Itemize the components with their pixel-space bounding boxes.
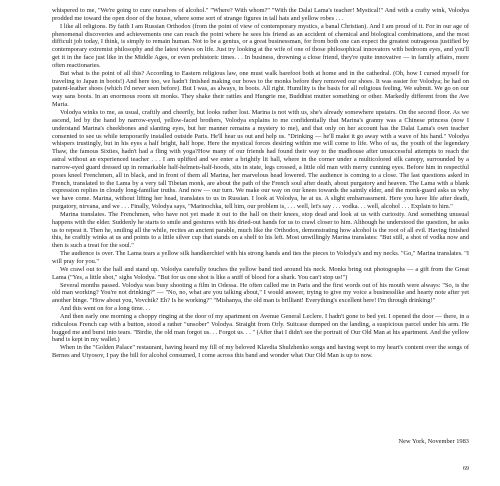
paragraph: We crawl out to the hall and stand up. Volodya carefully touches the yellow band tied around his neck. Monks bring out photographs — a gift from the Great Lama ("Yes, a little shot," sighs Volodya. "But for us one shot is like a sniff of blood for a shark. You can't stop us!")	[52, 265, 469, 281]
paragraph: I like all religions. By faith I am Russian Orthodox (from the point of view of contemporary mystics, a banal Christian). And I am proud of it. For in our age of phenomenal discoveries and achievements one can reach the point where he sees his friend as an accident of chemical and biological combinations, and the most difficult job today, I think, is simply to remain human. Not to be a genius, or a great businessman, for from both one can expect the greatest outrageous justified by contemporary extremist philosophy and the latest views on life. Just try looking at the wife of one of those philosophical innovators with bedroom eyes, and you'll get it in the face just like in the Middle Ages, or even prehistoric times. . . In business, drowning a close friend, they're quite innovative — in family affairs, more often reactionaries.	[52, 22, 469, 69]
body-text	[52, 7, 469, 360]
paragraph: Several months passed. Volodya was busy shooting a film in Odessa. He often called me in Paris and the first words out of his mouth were always: "So, is the old man working? You're not drinking?" — "No, no, what are you talking about," I would answer, trying to give my voice a businesslike and hearty note after yet another binge. "How about you, Vovchik? Eh? Is he working?" "Mishanya, the old man is brilliant! Everything's excellent here! I'm through drinking!"	[52, 281, 469, 305]
paragraph: whispered to me, "We're going to cure ourselves of alcohol." "Where? With whom?" "With the Dalai Lama's teacher! Mystical!" And with a crafty wink, Volodya prodded me toward the open door of the house, where some sort of strange figures in tall hats and yellow robes . . .	[52, 7, 469, 22]
paragraph: And this went on for a long time. . .	[60, 305, 151, 313]
paragraph: And then early one morning a choppy ringing at the door of my apartment on Avenue General Leclere. I hadn't gone to bed yet. I opened the door — there, in a ridiculous French cap with a button, stood a rather "unsober" Volodya. Straight from Orly. Suitcase dumped on the landing, a suspicious parcel under his arm. He hugged me and burst into tears. "Birdie, the old man forgot us. . . Forgot us. . . " (After that I didn't see the portrait of Our Old Man at his apartment. And the yellow band is kept in my wallet.)	[52, 312, 469, 344]
paragraph: When in the "Golden Palace" restaurant, having heard my fill of my beloved Klavdia Shulzhenko songs and having wept to my heart's content over the songs of Bernes and Utyosov, I pay the bill for alcohol consumed, I come across this band and wonder what Our Old Man is up to now.	[52, 344, 469, 360]
dateline: New York, November 1983	[398, 438, 469, 445]
paragraph: Volodya winks to me, as usual, craftily and cheerily, but looks rather lost. Marina is not with us, she's already somewhere upstairs. On the second floor. As we ascend, led by the hand by narrow-eyed, yellow-faced brothers, Volodya explains to me confidentially that Marina's granny was a Chinese princess (now I understand Marina's cheekbones and slanting eyes, but her manner remains a mystery to me), and that only on her account has the Dalai Lama's own teacher consented to see us while temporarily installed outside Paris. He'll hear us out and help us. "Drinking — he'll make it go away with a wave of his hand." Volodya whispers trustingly, but in his eyes a half bright, half hope. Here the mystical forces desiring within me will come to life. Who of us, the youth of the legendary Thaw, the famous Sixties, hadn't had a fling with yoga?How many of our friends had found their way to the madhouse after unsuccessful attempts to reach the astral without an experienced teacher . . . I am uplifted and we enter a brightly lit hall, where in the corner under a multicolored silk canopy, surrounded by a narrow-eyed guard dressed up in remarkable half-helmets-half-hoods, sits in state, legs crossed, a little old man with merry cunning eyes. Before him in respectful poses kneel Frenchmen, all in black, and in front of them all Marina, her marvelous head lowered. The audience is coming to a close. The last questions asked in French, translated to the Lama by a very tall Tibetan monk, are about the path of the French soul after death, about purgatory and heaven. The Lama with a blank expression replies in cloudy long-familiar truths. And now — our turn. We make our way on our knees towards the saintly elder, and the monk-guard asks us why we have come. Marina, without lifting her head, translates to us in Russian. I look at Volodya, he at us. A slight embarrassment. Here you have life after death, purgatory, nirvana, and we . . . Finally, Volodya says, "Marinochka, tell him, our problem is, . . . well, let's say . . . vodka. . . well, alcohol . . . Explain to him."	[52, 108, 469, 211]
paragraph: The audience is over. The Lama tears a yellow silk handkerchief with his strong hands and ties the pieces to Volodya's and my necks. "Go," Marina translates. "I will pray for you."	[52, 250, 469, 265]
page-number: 69	[462, 465, 469, 472]
paragraph: But what is the point of all this? According to Eastern religious law, one must walk barefoot both at home and in the cathedral. (Oh, how I cursed myself for traveling to Japan in boots!) And here too, we hadn't finished making our bows to the monks before they removed our shoes. It was easier for Volodya; he had on patent-leather shoes (which I'd never seen before). But I was, as always, in boots. All right. Humility is the basis for all religious feeling. We submit. We go on our way sans boots. In an enormous room sit monks. They shake their rattles and Hungrie me, Buddhist mutter something or other. Markedly different from the Ave Maria.	[52, 69, 469, 109]
paragraph: Marina translates. The Frenchmen, who have not yet made it out to the hall on their knees, stop dead and look at us with curiosity. And something unusual happens with the elder. Suddenly he starts to smile and gestures with his dried-out hands for us to crawl closer to him. Although he understood the question, he asks us to repeat it. Then he, smiling all the while, recites an ancient parable, much like the Orthodox, demonstrating how alcohol is the root of all evil. Having finished this, he craftily winks at us and points to a little silver cup that stands on a shelf to his left. Most unwillingly Marina translates: "But still, a shot of vodka now and then is such a treat for the soul."	[52, 210, 469, 250]
